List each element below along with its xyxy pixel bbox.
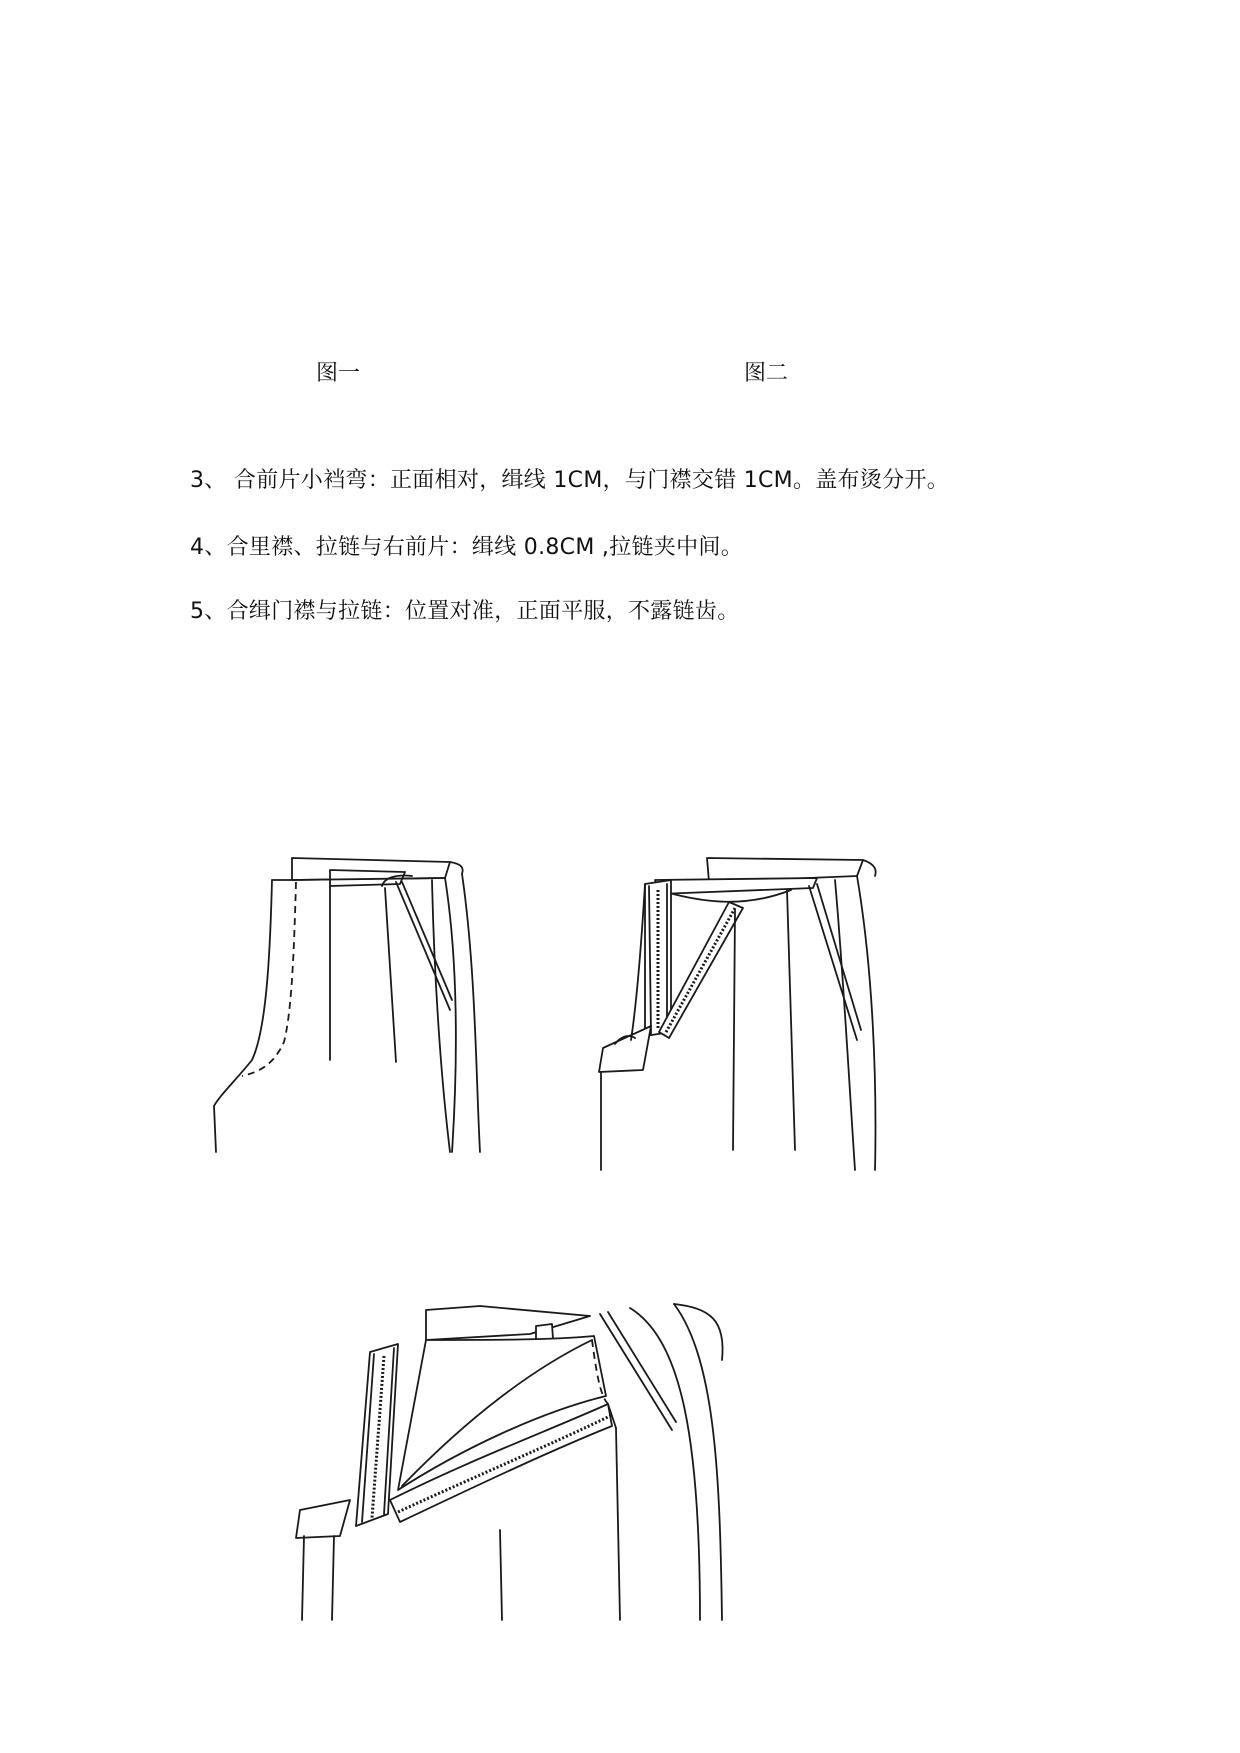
step-3-text: 3、 合前片小裆弯：正面相对，缉线 1CM，与门襟交错 1CM。盖布烫分开。	[190, 468, 950, 493]
figure-2-illustration	[595, 850, 915, 1180]
step-5-text: 5、合缉门襟与拉链：位置对准，正面平服，不露链齿。	[190, 599, 740, 624]
step-4-text: 4、合里襟、拉链与右前片：缉线 0.8CM ,拉链夹中间。	[190, 535, 744, 560]
figure-caption-1: 图一	[316, 361, 361, 386]
figure-3-illustration	[290, 1300, 730, 1620]
figure-1-illustration	[200, 850, 490, 1160]
figure-caption-2: 图二	[744, 361, 789, 386]
